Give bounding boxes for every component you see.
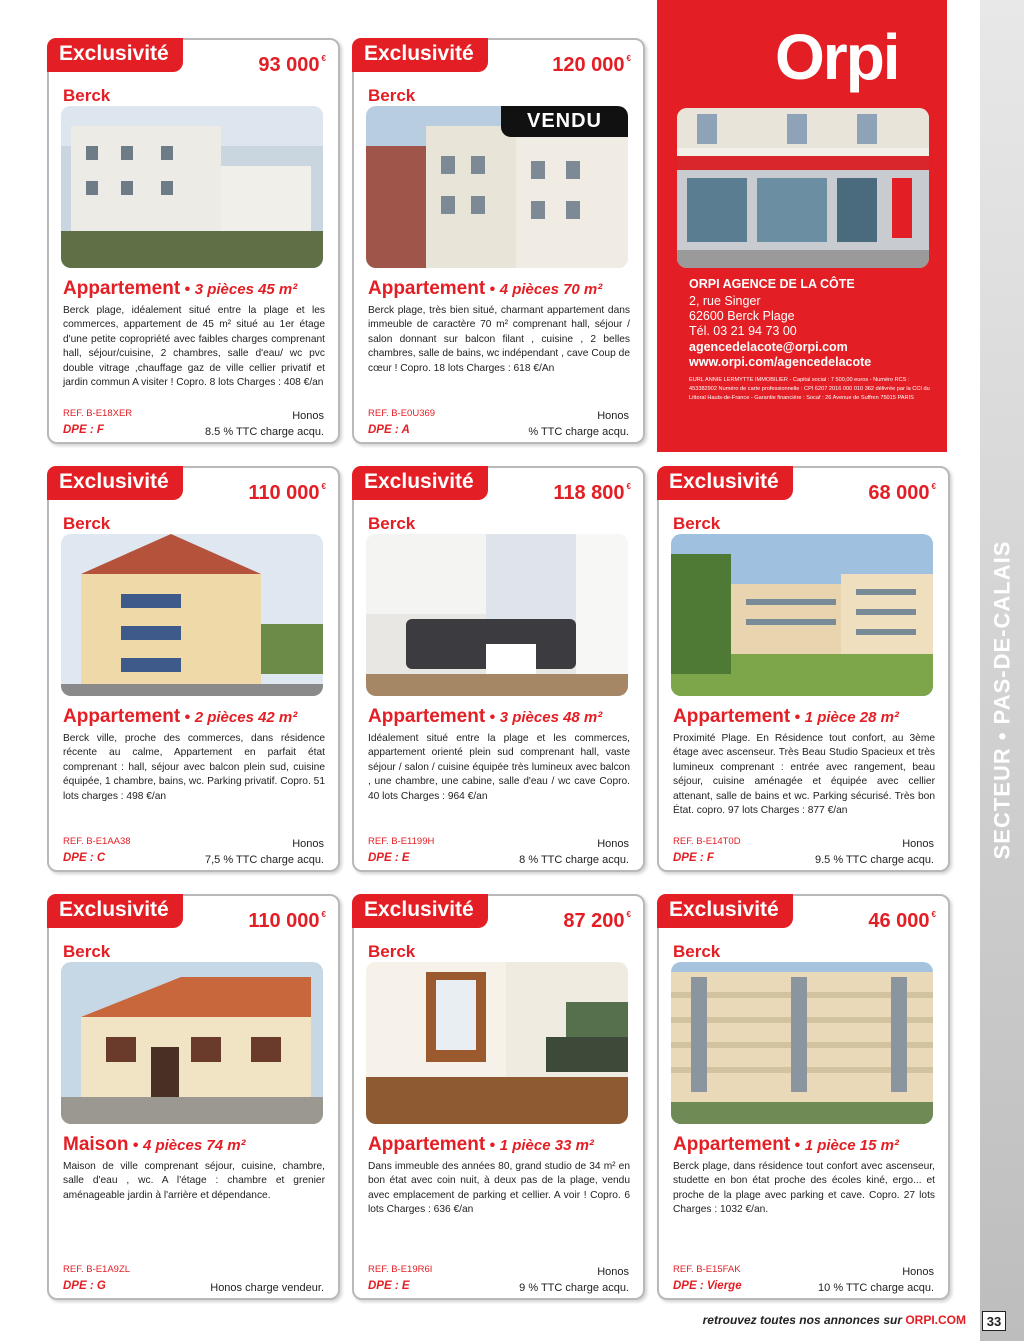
currency-symbol: € (931, 482, 936, 491)
agency-address-line2: 62600 Berck Plage (689, 309, 795, 323)
listing-card[interactable] (657, 466, 950, 872)
listing-description: Maison de ville comprenant séjour, cuisine, chambre, salle d'eau , wc. A l'étage : chambre et grenier aménageable jardin à l'arrière et dépendance. (63, 1161, 325, 1201)
property-details: 2 pièces 42 m² (194, 709, 298, 726)
property-details: 1 pièce 15 m² (804, 1137, 899, 1154)
listing-city: Berck (368, 942, 416, 961)
listing-photo[interactable] (61, 534, 323, 696)
exclusivite-badge: Exclusivité (352, 466, 488, 500)
fees-detail: 9.5 % TTC charge acqu. (814, 854, 934, 866)
property-type: Appartement (368, 706, 486, 727)
listing-reference: REF. B-E19R6I (368, 1264, 433, 1275)
page-number: 33 (982, 1311, 1006, 1331)
sector-label: SECTEUR • PAS-DE-CALAIS (989, 540, 1015, 860)
listing-reference: REF. B-E14T0D (673, 836, 741, 847)
currency-symbol: € (626, 910, 631, 919)
currency-symbol: € (321, 910, 326, 919)
listing-photo[interactable] (366, 106, 628, 268)
listing-card[interactable] (47, 894, 340, 1300)
energy-rating: DPE : A (368, 424, 410, 436)
property-type: Maison (63, 1134, 129, 1155)
listing-price: 110 000 € (248, 910, 326, 932)
property-details: 4 pièces 70 m² (499, 281, 603, 298)
listing-photo[interactable] (671, 534, 933, 696)
listing-photo[interactable] (366, 962, 628, 1124)
exclusivite-badge: Exclusivité (352, 894, 488, 928)
listing-price: 120 000 € (552, 54, 631, 76)
listing-title (673, 1134, 940, 1156)
listing-title (368, 278, 635, 300)
property-type: Appartement (63, 278, 181, 299)
listing-description: Dans immeuble des années 80, grand studio de 34 m² en bon état avec coin nuit, à deux pas de la plage, vendu avec emplacement de parking et cellier. A voir ! Copro. 6 lots Charges : 636 €/an (368, 1161, 630, 1216)
energy-rating: DPE : E (368, 1280, 410, 1292)
fees-label: Honos (292, 838, 324, 850)
listing-reference: REF. B-E1199H (368, 836, 435, 847)
agency-phone: Tél. 03 21 94 73 00 (689, 324, 797, 338)
fees-detail: 8 % TTC charge acqu. (519, 854, 629, 866)
listing-description: Berck plage, dans résidence tout confort avec ascenseur, studette en bon état proche des écoles kiné, ergo... et proche de la plage avec parking et cave. Copro. 27 lots Charges : 1032 €/an. (673, 1161, 935, 1216)
fees-label: Honos (292, 410, 324, 422)
fees-detail: 7,5 % TTC charge acqu. (204, 854, 324, 866)
property-type: Appartement (368, 278, 486, 299)
listing-price: 118 800 € (553, 482, 631, 504)
fees-label: Honos (902, 838, 934, 850)
title-separator: • (132, 1137, 139, 1154)
agency-legal-notice: EURL ANNIE LERMYTTE IMMOBILIER - Capital social : 7 500,00 euros - Numéro RCS : 453382902 Numéro de carte professionnelle : CPI 6207 2016 000 010 362 délivrée par la CCI du Littoral Hauts-de-France - Garantie financière : Socaf : 26 Avenue de Suffren 75015 PARIS (689, 377, 930, 401)
listing-card[interactable] (352, 38, 645, 444)
title-separator: • (184, 281, 191, 298)
listing-photo[interactable] (671, 962, 933, 1124)
fees-label: Honos (597, 410, 629, 422)
listing-title (673, 706, 940, 728)
listing-photo[interactable] (61, 106, 323, 268)
agency-name: ORPI AGENCE DE LA CÔTE (689, 277, 855, 291)
fees-detail: 9 % TTC charge acqu. (519, 1282, 629, 1294)
listing-reference: REF. B-E1AA38 (63, 836, 131, 847)
orpi-logo: Orpi (775, 21, 899, 93)
property-details: 3 pièces 48 m² (499, 709, 603, 726)
listing-reference: REF. B-E1A9ZL (63, 1264, 131, 1275)
listing-title (63, 1134, 330, 1156)
currency-symbol: € (626, 54, 631, 63)
listing-photo[interactable] (61, 962, 323, 1124)
energy-rating: DPE : F (63, 424, 104, 436)
title-separator: • (489, 281, 496, 298)
property-type: Appartement (368, 1134, 486, 1155)
title-separator: • (794, 1137, 801, 1154)
currency-symbol: € (321, 482, 326, 491)
listing-city: Berck (63, 86, 111, 105)
energy-rating: DPE : F (673, 852, 714, 864)
listing-city: Berck (63, 514, 111, 533)
fees-detail: 10 % TTC charge acqu. (818, 1282, 934, 1294)
listing-card[interactable] (352, 466, 645, 872)
listing-title (63, 278, 330, 300)
property-type: Appartement (673, 706, 791, 727)
exclusivite-badge: Exclusivité (47, 466, 183, 500)
listing-city: Berck (368, 514, 416, 533)
listing-card[interactable] (47, 38, 340, 444)
title-separator: • (184, 709, 191, 726)
energy-rating: DPE : E (368, 852, 410, 864)
listing-title (63, 706, 330, 728)
fees-label: Honos (597, 838, 629, 850)
listing-city: Berck (673, 514, 721, 533)
listing-card[interactable] (47, 466, 340, 872)
listing-card[interactable] (352, 894, 645, 1300)
listing-title (368, 706, 635, 728)
fees-label: Honos (597, 1266, 629, 1278)
title-separator: • (489, 709, 496, 726)
listing-description: Berck ville, proche des commerces, dans résidence récente au calme, Appartement en parfait état comprenant : hall, séjour avec balcon plein sud, cuisine équipée, 1 chambre, bains, wc. Parking privatif. Copro. 51 lots charges : 498 €/an (63, 733, 325, 802)
listing-description: Berck plage, très bien situé, charmant appartement dans immeuble de caractère 70 m² comprenant hall, séjour / salon donnant sur balcon filant , cuisine , 2 belles chambres, salle de bains, wc indépendant , cave Coup de cœur ! Copro. 18 lots Charges : 618 €/An (368, 305, 630, 374)
currency-symbol: € (931, 910, 936, 919)
exclusivite-badge: Exclusivité (47, 38, 183, 72)
agency-website[interactable]: www.orpi.com/agencedelacote (689, 355, 872, 369)
sold-badge: VENDU (501, 106, 628, 137)
exclusivite-badge: Exclusivité (657, 894, 793, 928)
listing-city: Berck (63, 942, 111, 961)
energy-rating: DPE : C (63, 852, 106, 864)
property-details: 4 pièces 74 m² (142, 1137, 246, 1154)
listing-photo[interactable] (366, 534, 628, 696)
exclusivite-badge: Exclusivité (47, 894, 183, 928)
property-details: 1 pièce 28 m² (804, 709, 899, 726)
property-type: Appartement (673, 1134, 791, 1155)
listing-city: Berck (368, 86, 416, 105)
property-type: Appartement (63, 706, 181, 727)
footer-brand-link[interactable]: ORPI.COM (905, 1313, 966, 1327)
agency-panel (657, 0, 947, 452)
listing-description: Berck plage, idéalement situé entre la plage et les commerces, appartement de 45 m² situé au 1er étage d'une petite copropriété avec faibles charges comprenant hall, séjour/cuisine, 2 chambres, salle d'eau/ wc pvc double vitrage ,chauffage gaz de ville cellier privatif et jardin commun A visiter ! Copro. 8 lots Charges : 408 €/an (63, 305, 325, 389)
listing-card[interactable] (657, 894, 950, 1300)
listing-price: 93 000 € (258, 54, 326, 76)
agency-email[interactable]: agencedelacote@orpi.com (689, 340, 848, 354)
title-separator: • (489, 1137, 496, 1154)
listing-reference: REF. B-E18XER (63, 408, 133, 419)
listing-description: Proximité Plage. En Résidence tout confort, au 3ème étage avec ascenseur. Très Beau Studio Spacieux et très lumineux comprenant : entrée avec rangement, beau séjour, cuisine aménagée et équipée avec cellier attenant, salle de bains et wc. Parking sécurisé. Très bon État. copro. 97 lots Charges : 877 €/an (673, 733, 935, 817)
listing-description: Idéalement situé entre la plage et les commerces, appartement orienté plein sud comprenant hall, vaste séjour / salon / cuisine équipée très lumineux avec balcon , une chambre, une cabine, salle d'eau / wc cave Copro. 40 lots Charges : 964 €/an (368, 733, 630, 802)
listing-city: Berck (673, 942, 721, 961)
listing-title (368, 1134, 635, 1156)
listing-price: 68 000 € (868, 482, 936, 504)
fees-detail: % TTC charge acqu. (528, 426, 629, 438)
fees-detail: 8.5 % TTC charge acqu. (204, 426, 324, 438)
energy-rating: DPE : Vierge (673, 1280, 742, 1292)
energy-rating: DPE : G (63, 1280, 106, 1292)
fees-detail: Honos charge vendeur. (210, 1282, 324, 1294)
exclusivite-badge: Exclusivité (657, 466, 793, 500)
listing-reference: REF. B-E15FAK (673, 1264, 741, 1275)
property-details: 1 pièce 33 m² (499, 1137, 594, 1154)
footer-note: retrouvez toutes nos annonces sur ORPI.COM (702, 1313, 966, 1327)
title-separator: • (794, 709, 801, 726)
fees-label: Honos (902, 1266, 934, 1278)
agency-address-line1: 2, rue Singer (689, 294, 761, 308)
currency-symbol: € (321, 54, 326, 63)
property-details: 3 pièces 45 m² (194, 281, 298, 298)
currency-symbol: € (626, 482, 631, 491)
listing-price: 110 000 € (248, 482, 326, 504)
listing-reference: REF. B-E0U369 (368, 408, 436, 419)
exclusivite-badge: Exclusivité (352, 38, 488, 72)
listing-price: 87 200 € (563, 910, 631, 932)
listing-price: 46 000 € (868, 910, 936, 932)
agency-storefront-photo (677, 108, 929, 268)
